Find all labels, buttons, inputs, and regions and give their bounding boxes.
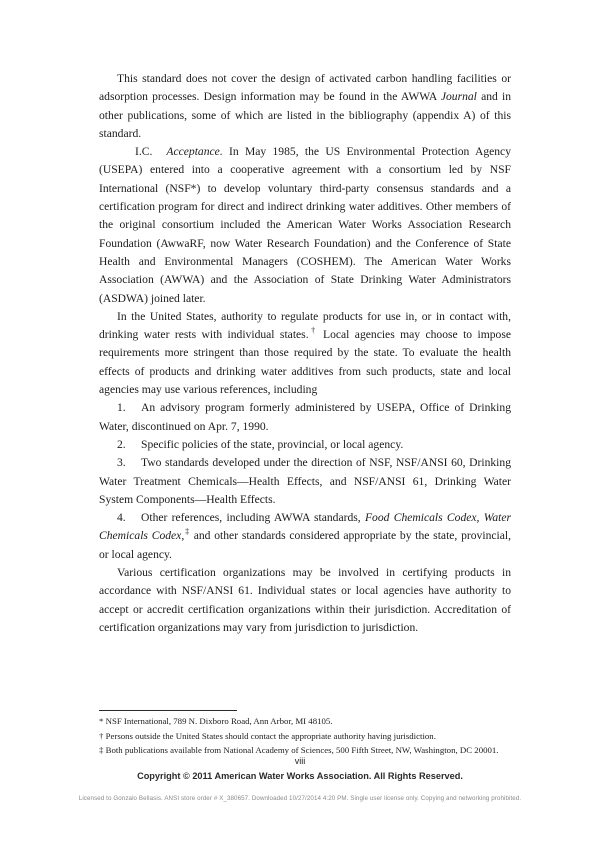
list-item xyxy=(99,436,511,454)
paragraph-scope-text: This standard does not cover the design of activated carbon handling facilities or adsorption processes. Design information may be found in the AWWA xyxy=(99,72,511,104)
list-number: 4. xyxy=(117,511,126,525)
codex-titles: Food Chemicals Codex, Water Chemicals Codex, xyxy=(99,511,511,543)
list-number: 3. xyxy=(117,456,126,470)
copyright-notice: Copyright © 2011 American Water Works Association. All Rights Reserved. xyxy=(137,771,463,781)
list-item xyxy=(99,454,511,509)
paragraph-authority-text-b: Local agencies may choose to impose requirements more stringent than those required by the state. To evaluate the health effects of products and drinking water additives from such products, state and local agencies may use various references, including xyxy=(99,328,512,397)
paragraph-acceptance-text: In May 1985, the US Environmental Protection Agency (USEPA) entered into a cooperative agreement with a consortium led by NSF International (NSF*) to develop voluntary third-party consensus standards and a certification program for direct and indirect drinking water additives. Other members of the original consortium included the American Water Works Association Research Foundation (AwwaRF, now Water Research Foundation) and the Conference of State Health and Environmental Managers (COSHEM). The American Water Works Association (AWWA) and the Association of State Drinking Water Administrators (ASDWA) joined later. xyxy=(99,145,511,305)
list-text: Specific policies of the state, provincial, or local agency. xyxy=(141,437,404,451)
list-text: Two standards developed under the direction of NSF, NSF/ANSI 60, Drinking Water Treatment Chemicals—Health Effects, and NSF/ANSI 61, Drinking Water System Components—Health Effects. xyxy=(99,456,511,506)
paragraph-acceptance xyxy=(99,143,511,308)
section-number: I.C. xyxy=(135,145,153,159)
paragraph-authority-text-a: In the United States, authority to regulate products for use in, or in contact with, drinking water rests with individual states. xyxy=(99,309,511,342)
footnote: ‡ Both publications available from National Academy of Sciences, 500 Fifth Street, NW, Washington, DC 20001. xyxy=(99,745,499,756)
list-item xyxy=(99,399,511,436)
double-dagger-footnote-mark: ‡ xyxy=(184,527,190,537)
paragraph-authority xyxy=(99,308,511,399)
paragraph-certification: Various certification organizations may be involved in certifying products in accordance with NSF/ANSI 61. Individual states or local agencies have authority to accept or accredit certification organizations within their jurisdiction. Accreditation of certification organizations may vary from jurisdiction to jurisdiction. xyxy=(99,566,511,634)
section-heading: Acceptance. xyxy=(166,145,223,159)
list-text: Other references, including AWWA standards, xyxy=(141,511,365,525)
paragraph-scope-end: and in other publications, some of which are listed in the bibliography (appendix A) of this standard. xyxy=(99,90,512,140)
dagger-footnote-mark: † xyxy=(308,326,318,336)
list-number: 2. xyxy=(117,437,126,451)
paragraph-scope xyxy=(99,70,511,143)
footnote: † Persons outside the United States should contact the appropriate authority having jurisdiction. xyxy=(99,730,436,741)
license-watermark: Licensed to Gonzalo Bellasis. ANSI store order # X_380657. Downloaded 10/27/2014 4:20 PM. Single user license only. Copying and networking prohibited. xyxy=(78,795,522,802)
footnote: * NSF International, 789 N. Dixboro Road, Ann Arbor, MI 48105. xyxy=(99,716,333,726)
body-text xyxy=(99,70,511,637)
page-number: viii xyxy=(294,756,306,766)
footnotes xyxy=(99,715,511,759)
list-item xyxy=(99,509,511,564)
journal-title: Journal xyxy=(440,90,477,104)
list-number: 1. xyxy=(117,401,126,415)
footnote-divider xyxy=(99,710,237,711)
list-text-end: and other standards considered appropriate by the state, provincial, or local agency. xyxy=(99,529,511,561)
list-text: An advisory program formerly administered by USEPA, Office of Drinking Water, discontinued on Apr. 7, 1990. xyxy=(99,401,511,433)
